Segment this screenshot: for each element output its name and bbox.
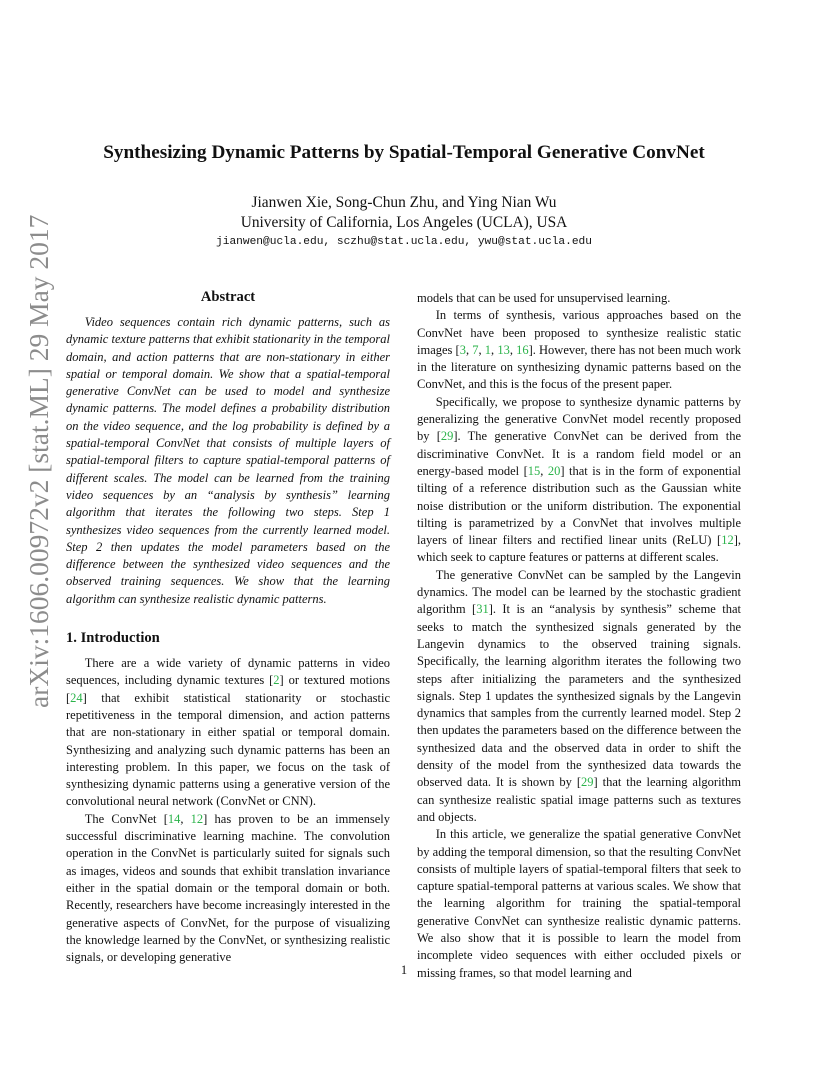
citation-link[interactable]: 14: [167, 811, 181, 826]
citation-link[interactable]: 29: [440, 429, 454, 444]
citation-link[interactable]: 3: [459, 342, 466, 357]
langevin-paragraph: The generative ConvNet can be sampled by the Langevin dynamics. The model can be learned by the stochastic gradient algorithm [31]. It is an “analysis by synthesis” scheme that seeks to match the synthesized signals generated by the Langevin dynamics to the observed training signals. Specifically, the learning algorithm iterates the following two steps after initializing the parameters and the synthesized signals. Step 1 updates the synthesized signals by the Langevin dynamics that samples from the currently learned model. Step 2 then updates the parameters based on the difference between the synthesized data and the observed data in order to shift the density of the model from the synthesized data towards the observed data. It is shown by [29] that the learning algorithm can synthesize realistic spatial image patterns such as textures and objects.: [417, 567, 741, 824]
affiliation: University of California, Los Angeles (UCLA), USA: [240, 214, 568, 231]
author-names: Jianwen Xie, Song-Chun Zhu, and Ying Nian Wu: [251, 194, 557, 211]
citation-link[interactable]: 12: [721, 533, 734, 548]
citation-link[interactable]: 13: [497, 342, 510, 357]
intro-paragraph-2: The ConvNet [14, 12] has proven to be an immensely successful discriminative learning machine. The convolution operation in the ConvNet is particularly suited for signals such as images, videos and sounds that exhibit translation invariance either in the spatial domain or the temporal domain or both. Recently, researchers have become increasingly interested in the generative aspects of ConvNet, for the purpose of visualizing the knowledge learned by the ConvNet, or synthesizing realistic signals, or developing generative: [66, 811, 390, 965]
citation-link[interactable]: 24: [70, 690, 83, 705]
citation-link[interactable]: 16: [516, 342, 529, 357]
citation-link[interactable]: 31: [476, 602, 489, 617]
page-number: 1: [400, 963, 408, 977]
right-column: [417, 290, 741, 982]
citation-link[interactable]: 1: [484, 342, 492, 357]
abstract-text: Video sequences contain rich dynamic patterns, such as dynamic texture patterns that exhibit stationarity in the temporal domain, and action patterns that are non-stationary in either spatial or temporal domain. We show that a spatial-temporal generative ConvNet can be used to model and synthesize dynamic patterns. The model defines a probability distribution on the video sequence, and the log probability is defined by a spatial-temporal ConvNet that consists of multiple layers of spatial-temporal filters to capture spatial-temporal patterns of different scales. The model can be learned from the training video sequences by an “analysis by synthesis” learning algorithm that iterates the following two steps. Step 1 synthesizes video sequences from the currently learned model. Step 2 then updates the model parameters based on the difference between the synthesized video sequences and the observed training sequences. We show that the learning algorithm can synthesize realistic dynamic patterns.: [66, 315, 390, 606]
citation-link[interactable]: 7: [472, 342, 479, 357]
section-heading-introduction: 1. Introduction: [66, 630, 160, 647]
author-emails: jianwen@ucla.edu, sczhu@stat.ucla.edu, ywu@stat.ucla.edu: [216, 236, 592, 248]
paper-title: Synthesizing Dynamic Patterns by Spatial-Temporal Generative ConvNet: [103, 142, 705, 163]
arxiv-identifier: arXiv:1606.00972v2 [stat.ML] 29 May 2017: [23, 214, 54, 708]
intro-paragraph-1: There are a wide variety of dynamic patterns in video sequences, including dynamic textures [2] or textured motions [24] that exhibit statistical stationarity or stochastic repetitiveness in the temporal dimension, and action patterns that are non-stationary in either spatial or temporal domain. Synthesizing and analyzing such dynamic patterns has been an interesting problem. In this paper, we focus on the task of synthesizing dynamic patterns using a generative version of the convolutional neural network (ConvNet or CNN).: [66, 656, 390, 809]
left-column: [66, 289, 390, 966]
author-block: [0, 193, 808, 233]
citation-link[interactable]: 20: [547, 463, 561, 478]
synthesis-paragraph: In terms of synthesis, various approaches based on the ConvNet have been proposed to synthesize realistic static images [3, 7, 1, 13, 16]. However, there has not been much work in the literature on synthesizing dynamic patterns based on the ConvNet, and this is the focus of the present paper.: [417, 308, 742, 392]
citation-link[interactable]: 29: [581, 775, 594, 790]
proposal-paragraph: Specifically, we propose to synthesize dynamic patterns by generalizing the generative ConvNet model recently proposed by [29]. The generative ConvNet can be derived from the discriminative ConvNet. It is a random field model or an energy-based model [15, 20] that is in the form of exponential tilting of a reference distribution such as the Gaussian white noise distribution or the uniform distribution. The exponential tilting is parametrized by a ConvNet that involves multiple layers of linear filters and rectified linear units (ReLU) [12], which seek to capture features or patterns at different scales.: [417, 394, 741, 565]
citation-link[interactable]: 12: [190, 811, 204, 826]
abstract-heading: Abstract: [200, 289, 256, 305]
citation-link[interactable]: 15: [527, 463, 541, 478]
contribution-paragraph: In this article, we generalize the spatial generative ConvNet by adding the temporal dimension, so that the resulting ConvNet consists of multiple layers of spatial-temporal filters that seek to capture spatial-temporal patterns at various scales. We show that the learning algorithm for training the spatial-temporal generative ConvNet can synthesize realistic dynamic patterns. We also show that it is possible to learn the model from incomplete video sequences with either occluded pixels or missing frames, so that model learning and: [417, 827, 741, 980]
continued-paragraph: models that can be used for unsupervised learning.: [417, 291, 671, 305]
citation-link[interactable]: 2: [273, 673, 280, 688]
